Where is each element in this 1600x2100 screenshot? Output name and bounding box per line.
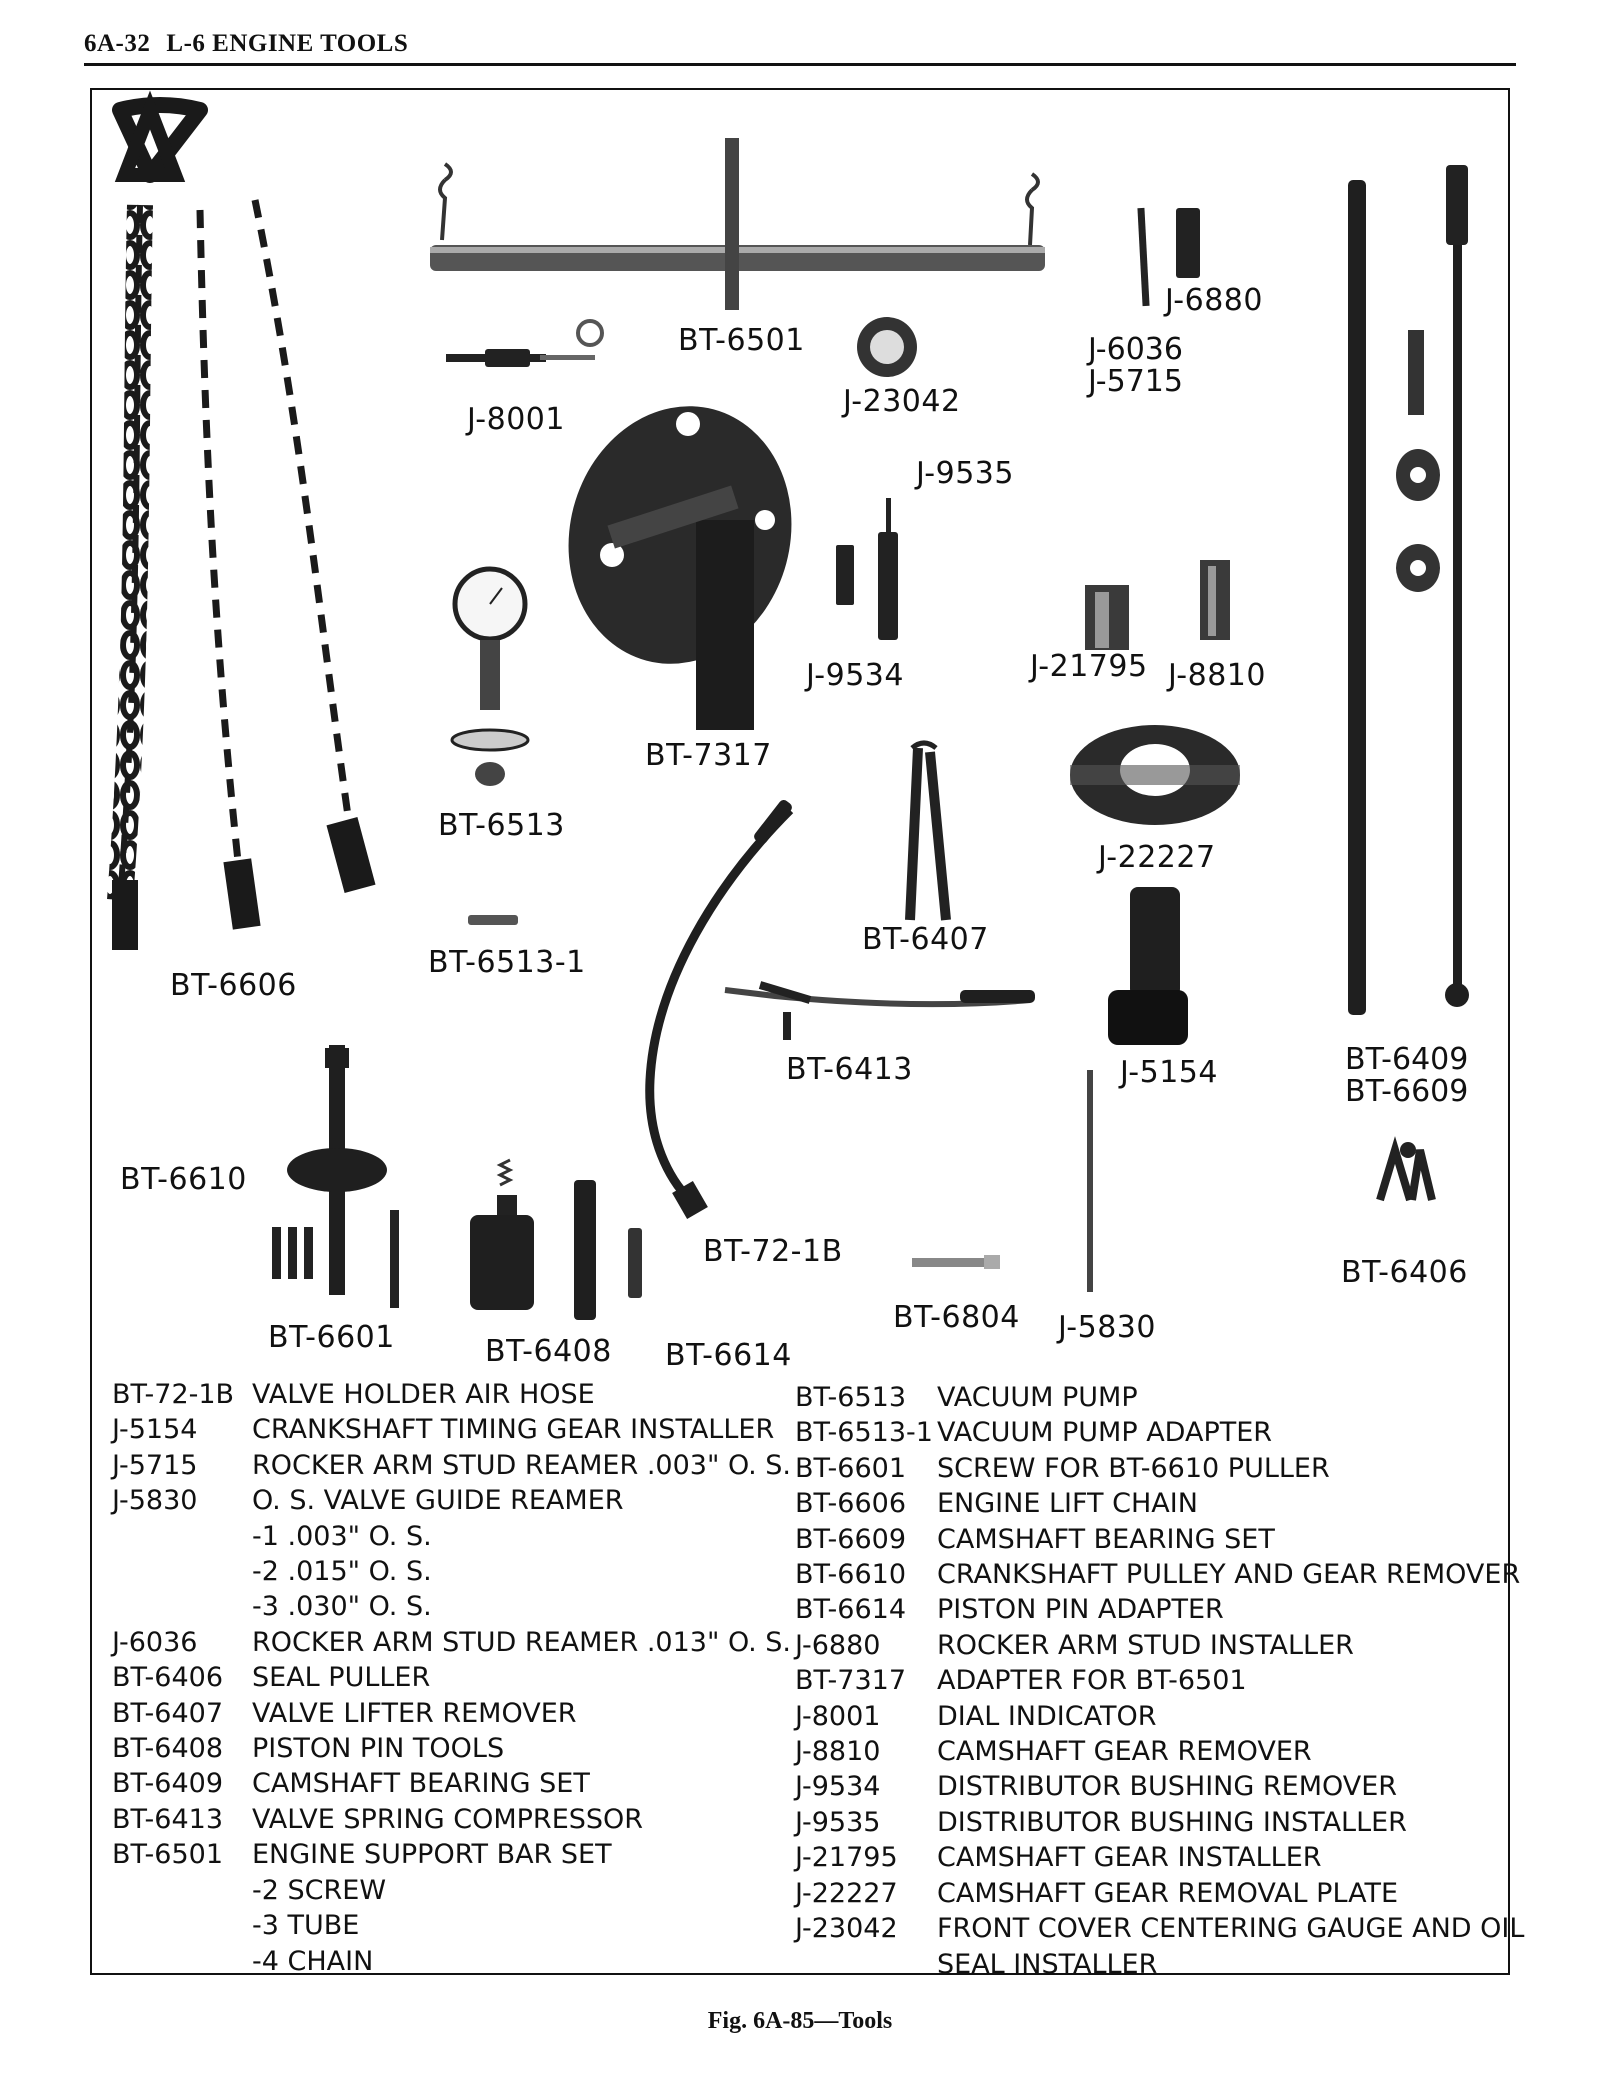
legend-row: J-22227 CAMSHAFT GEAR REMOVAL PLATE: [795, 1877, 1399, 1909]
legend-row: J-8001 DIAL INDICATOR: [795, 1700, 1157, 1732]
legend-row: -2 .015" O. S.: [252, 1556, 432, 1588]
legend-right: [795, 1380, 1524, 1982]
legend-row: -3 .030" O. S.: [252, 1591, 432, 1623]
label-j8810: J-8810: [1168, 658, 1266, 693]
label-j8001: J-8001: [467, 402, 565, 437]
legend-row: SEAL INSTALLER: [937, 1948, 1158, 1980]
label-j23042: J-23042: [843, 384, 961, 419]
legend-row: J-5154 CRANKSHAFT TIMING GEAR INSTALLER: [112, 1414, 775, 1446]
distributor-bushing-tools-image: [836, 498, 898, 640]
camshaft-gear-tools-image: [1085, 560, 1230, 650]
label-j21795: J-21795: [1030, 649, 1148, 684]
label-bt7317: BT-7317: [645, 738, 772, 773]
legend-row: BT-6610 CRANKSHAFT PULLEY AND GEAR REMOVER: [795, 1559, 1521, 1591]
piston-pin-tools-image: [470, 1160, 642, 1320]
legend-row: BT-6408 PISTON PIN TOOLS: [112, 1733, 505, 1765]
legend-row: BT-6407 VALVE LIFTER REMOVER: [112, 1697, 577, 1729]
label-j9534: J-9534: [806, 658, 904, 693]
label-bt6804: BT-6804: [893, 1300, 1020, 1335]
legend-row: -2 SCREW: [252, 1874, 387, 1906]
valve-guide-reamer-image: [1087, 1070, 1093, 1292]
legend-left: [112, 1377, 791, 1979]
vacuum-pump-image: [452, 569, 528, 786]
label-bt6513-1: BT-6513-1: [428, 945, 586, 980]
label-bt72-1b: BT-72-1B: [703, 1234, 843, 1269]
label-bt6614: BT-6614: [665, 1338, 792, 1373]
engine-support-bar-image: [430, 138, 1045, 310]
legend-row: J-9534 DISTRIBUTOR BUSHING REMOVER: [795, 1771, 1398, 1803]
centering-gauge-image: [857, 317, 917, 377]
label-bt6413: BT-6413: [786, 1052, 913, 1087]
legend-row: BT-7317 ADAPTER FOR BT-6501: [795, 1665, 1247, 1697]
legend-row: J-21795 CAMSHAFT GEAR INSTALLER: [795, 1842, 1322, 1874]
legend-row: -1 .003" O. S.: [252, 1520, 432, 1552]
label-bt6409-bt6609: [1345, 1044, 1468, 1108]
legend-row: BT-6513-1 VACUUM PUMP ADAPTER: [795, 1417, 1273, 1449]
label-j6880: J-6880: [1165, 283, 1263, 318]
legend-row: BT-6501 ENGINE SUPPORT BAR SET: [112, 1839, 612, 1871]
gear-removal-plate-image: [1070, 725, 1240, 825]
legend-row: J-5830 O. S. VALVE GUIDE REAMER: [112, 1485, 624, 1517]
label-bt6601: BT-6601: [268, 1320, 395, 1355]
section-title: L-6 ENGINE TOOLS: [166, 30, 409, 57]
legend-row: BT-6513 VACUUM PUMP: [795, 1382, 1138, 1413]
legend-row: J-6880 ROCKER ARM STUD INSTALLER: [795, 1629, 1354, 1661]
dial-indicator-image: [446, 321, 602, 367]
legend-row: -3 TUBE: [252, 1910, 360, 1942]
label-bt6406: BT-6406: [1341, 1255, 1468, 1290]
engine-lift-chain-image: [112, 105, 376, 950]
label-bt6409: BT-6409: [1345, 1042, 1469, 1077]
label-bt6513: BT-6513: [438, 808, 565, 843]
timing-gear-installer-image: [1108, 887, 1188, 1045]
valve-holder-air-hose-image: [650, 798, 794, 1219]
valve-spring-compressor-image: [725, 985, 1035, 1040]
legend-row: J-9535 DISTRIBUTOR BUSHING INSTALLER: [795, 1806, 1407, 1838]
adapter-plate-image: [540, 381, 820, 730]
legend-row: BT-6409 CAMSHAFT BEARING SET: [112, 1768, 590, 1800]
page-number: 6A-32: [84, 30, 151, 57]
label-bt6606: BT-6606: [170, 968, 297, 1003]
label-j9535: J-9535: [916, 456, 1014, 491]
seal-puller-image: [1380, 1142, 1432, 1200]
legend-row: BT-6406 SEAL PULLER: [112, 1662, 431, 1694]
legend-row: J-6036 ROCKER ARM STUD REAMER .013" O. S.: [112, 1626, 791, 1658]
legend-row: J-5715 ROCKER ARM STUD REAMER .003" O. S.: [112, 1449, 791, 1481]
legend-row: BT-72-1B VALVE HOLDER AIR HOSE: [112, 1379, 595, 1410]
label-bt6610: BT-6610: [120, 1162, 247, 1197]
legend-row: J-8810 CAMSHAFT GEAR REMOVER: [795, 1736, 1312, 1768]
label-j6036-j5715: [1088, 334, 1183, 398]
camshaft-bearing-set-image: [1348, 165, 1469, 1015]
legend-row: BT-6601 SCREW FOR BT-6610 PULLER: [795, 1452, 1330, 1484]
legend-row: J-23042 FRONT COVER CENTERING GAUGE AND OIL: [795, 1913, 1525, 1945]
bt6804-tool-image: [912, 1255, 1000, 1269]
legend-row: BT-6413 VALVE SPRING COMPRESSOR: [112, 1803, 644, 1835]
label-j22227: J-22227: [1098, 840, 1216, 875]
legend-row: BT-6609 CAMSHAFT BEARING SET: [795, 1523, 1275, 1555]
pulley-gear-remover-image: [272, 1045, 399, 1308]
legend-row: -4 CHAIN: [252, 1945, 374, 1977]
legend-row: BT-6614 PISTON PIN ADAPTER: [795, 1594, 1224, 1626]
label-j5154: J-5154: [1120, 1055, 1218, 1090]
label-bt6408: BT-6408: [485, 1334, 612, 1369]
label-j6036: J-6036: [1088, 332, 1183, 367]
figure-caption: Fig. 6A-85—Tools: [707, 2008, 893, 2034]
label-bt6501: BT-6501: [678, 323, 805, 358]
valve-lifter-remover-image: [910, 743, 946, 920]
label-j5830: J-5830: [1058, 1310, 1156, 1345]
legend-row: BT-6606 ENGINE LIFT CHAIN: [795, 1488, 1198, 1520]
label-j5715: J-5715: [1088, 364, 1183, 399]
vacuum-pump-adapter-image: [468, 915, 518, 925]
label-bt6609: BT-6609: [1345, 1074, 1469, 1109]
label-bt6407: BT-6407: [862, 922, 989, 957]
